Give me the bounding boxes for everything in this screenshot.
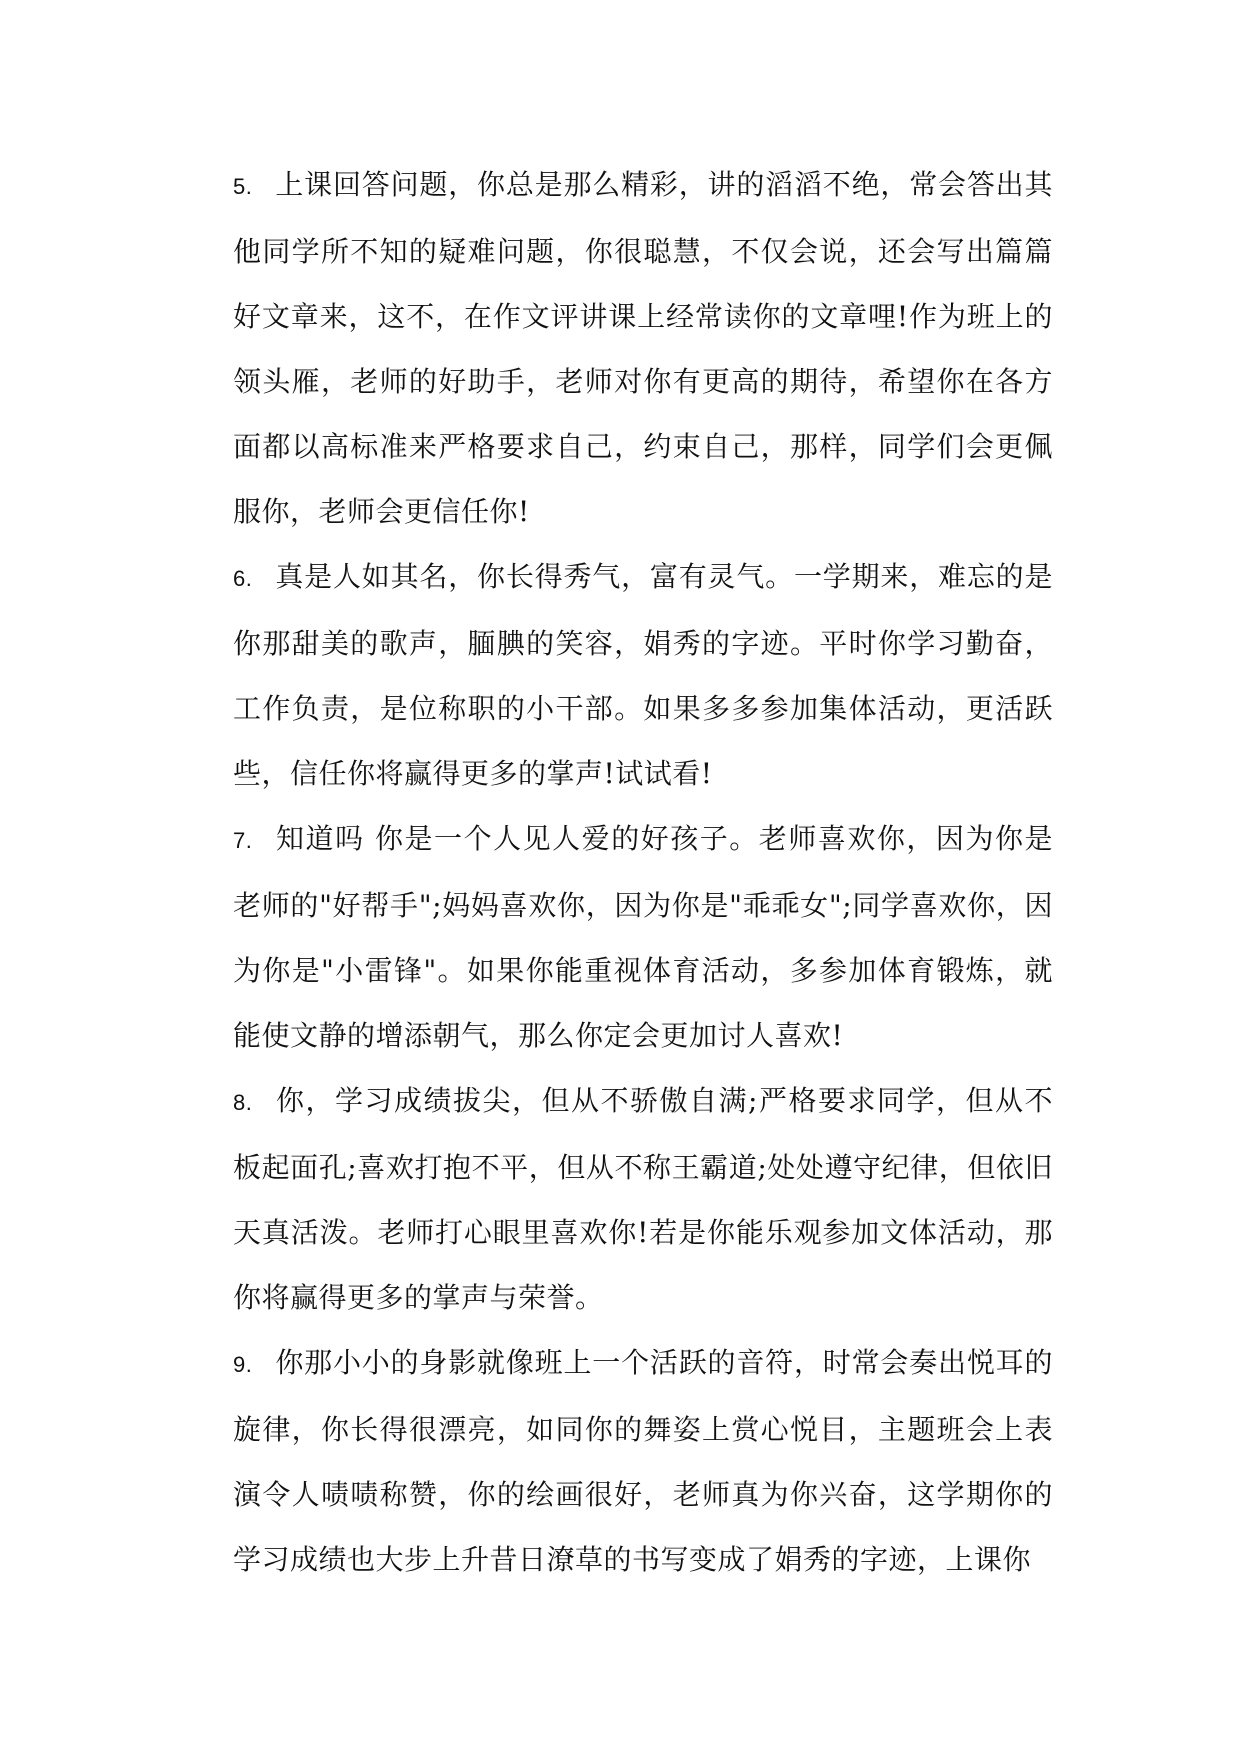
entry-text: 你那小小的身影就像班上一个活跃的音符，时常会奏出悦耳的旋律，你长得很漂亮，如同你的舞姿上赏心悦目，主题班会上表演令人啧啧称赞，你的绘画很好，老师真为你兴奋，这学期你的学习成绩也大步上升昔日潦草的书写变成了娟秀的字迹，上课你	[233, 1346, 1053, 1576]
comment-entry-5	[233, 152, 1053, 544]
entry-number: 6.	[233, 566, 253, 591]
entry-number: 5.	[233, 174, 253, 199]
comment-entry-9	[233, 1330, 1053, 1592]
entry-number: 8.	[233, 1090, 253, 1115]
comment-entry-6	[233, 544, 1053, 806]
entry-text: 上课回答问题，你总是那么精彩，讲的滔滔不绝，常会答出其他同学所不知的疑难问题，你很聪慧，不仅会说，还会写出篇篇好文章来，这不，在作文评讲课上经常读你的文章哩!作为班上的领头雁，老师的好助手，老师对你有更高的期待，希望你在各方面都以高标准来严格要求自己，约束自己，那样，同学们会更佩服你，老师会更信任你!	[233, 168, 1053, 528]
comment-entry-7	[233, 806, 1053, 1068]
entry-text: 真是人如其名，你长得秀气，富有灵气。一学期来，难忘的是你那甜美的歌声，腼腆的笑容，娟秀的字迹。平时你学习勤奋，工作负责，是位称职的小干部。如果多多参加集体活动，更活跃些，信任你将赢得更多的掌声!试试看!	[233, 560, 1053, 790]
entry-number: 9.	[233, 1352, 253, 1377]
comment-entry-8	[233, 1068, 1053, 1330]
entry-text: 知道吗 你是一个人见人爱的好孩子。老师喜欢你，因为你是老师的"好帮手";妈妈喜欢你，因为你是"乖乖女";同学喜欢你，因为你是"小雷锋"。如果你能重视体育活动，多参加体育锻炼，就能使文静的增添朝气，那么你定会更加讨人喜欢!	[233, 822, 1053, 1052]
entry-number: 7.	[233, 828, 253, 853]
document-body	[233, 152, 1053, 1592]
entry-text: 你，学习成绩拔尖，但从不骄傲自满;严格要求同学，但从不板起面孔;喜欢打抱不平，但从不称王霸道;处处遵守纪律，但依旧天真活泼。老师打心眼里喜欢你!若是你能乐观参加文体活动，那你将赢得更多的掌声与荣誉。	[233, 1084, 1053, 1314]
